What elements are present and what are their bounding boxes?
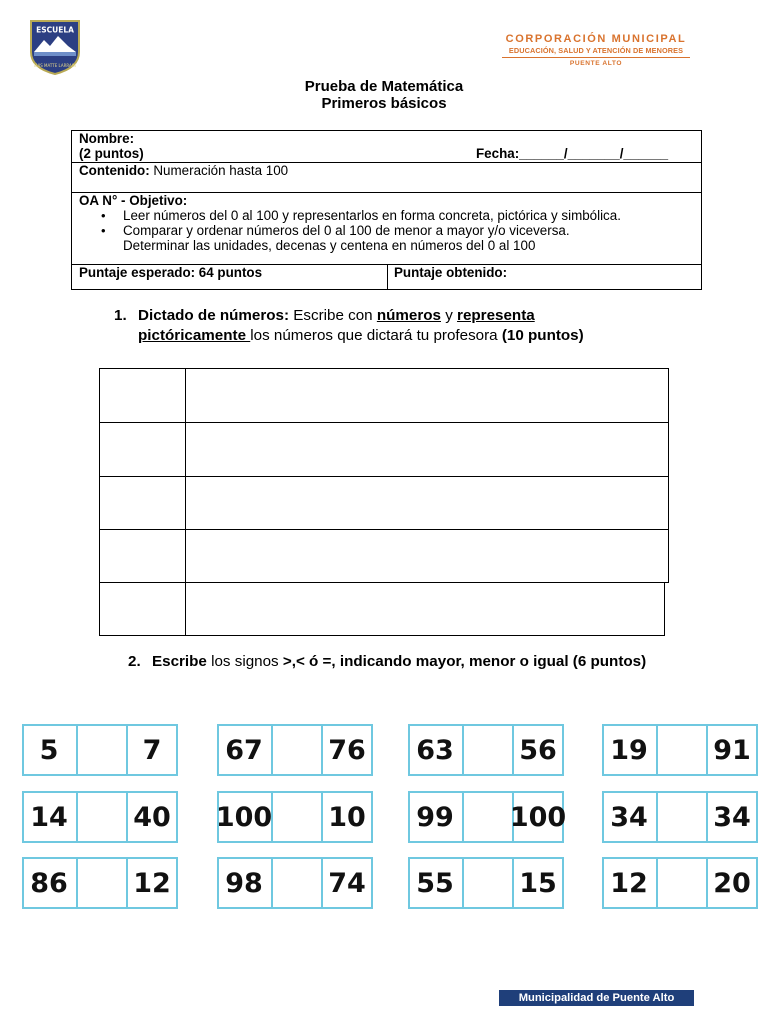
info-table: [71, 130, 702, 290]
objective-item: • Comparar y ordenar números del 0 al 100 de menor a mayor y/o viceversa.: [72, 223, 701, 238]
info-row-contenido: [72, 163, 701, 193]
nombre-label: Nombre:: [79, 131, 135, 146]
corporation-logo: [496, 33, 696, 67]
objective-item: Determinar las unidades, decenas y centena en números del 0 al 100: [123, 238, 536, 253]
comparison-right-number: 40: [133, 802, 171, 833]
puntaje-obtenido: Puntaje obtenido:: [394, 265, 508, 280]
comparison-left-number: 5: [39, 735, 59, 766]
comparison-sign-slot[interactable]: [464, 793, 512, 841]
school-logo: [28, 18, 82, 76]
comparison-right-number: 34: [713, 802, 751, 833]
comparison-right-number: 74: [328, 868, 366, 899]
contenido-label: Contenido:: [79, 163, 150, 178]
q1-pictoricamente: pictóricamente: [138, 327, 251, 344]
svg-text:LUIS MATTE LARRAIN: LUIS MATTE LARRAIN: [34, 63, 76, 68]
svg-text:ESCUELA: ESCUELA: [36, 25, 74, 35]
comparison-box: [602, 724, 758, 776]
comparison-right-number: 7: [142, 735, 162, 766]
comparison-sign-slot[interactable]: [273, 859, 321, 907]
comparison-right-number: 100: [509, 802, 567, 833]
comparison-sign-slot[interactable]: [273, 726, 321, 774]
q1-number: 1.: [114, 307, 127, 324]
puntaje-esperado: Puntaje esperado: 64 puntos: [79, 265, 263, 280]
fecha-label: Fecha:______/_______/______: [476, 146, 669, 161]
comparison-right-number: 20: [713, 868, 751, 899]
comparison-right-number: 15: [519, 868, 557, 899]
objectives-list: [72, 208, 701, 238]
comparison-left-number: 99: [416, 802, 454, 833]
comparison-box: [217, 724, 373, 776]
q1-numeros: números: [376, 307, 441, 324]
objective-item: • Leer números del 0 al 100 y representarlos en forma concreta, pictórica y simbólica.: [72, 208, 701, 223]
comparison-sign-slot[interactable]: [658, 793, 706, 841]
comparison-box: [408, 791, 567, 843]
comparison-sign-slot[interactable]: [658, 726, 706, 774]
puntos-label: (2 puntos): [79, 146, 144, 161]
q1-points: (10 puntos): [501, 327, 584, 344]
comparison-left-number: 19: [610, 735, 648, 766]
dictation-row[interactable]: [99, 582, 665, 636]
corp-line3: PUENTE ALTO: [569, 60, 623, 67]
comparison-box: [22, 857, 178, 909]
comparison-box: [217, 791, 373, 843]
info-row-name: [72, 131, 701, 163]
comparison-right-number: 10: [328, 802, 366, 833]
q2-intro: Escribe: [152, 653, 207, 670]
comparison-left-number: 67: [225, 735, 263, 766]
comparison-left-number: 34: [610, 802, 648, 833]
oa-label: OA N° - Objetivo:: [79, 193, 188, 208]
info-row-puntaje: [72, 265, 701, 290]
contenido-value: Numeración hasta 100: [153, 163, 289, 178]
comparison-sign-slot[interactable]: [78, 793, 126, 841]
comparison-box: [408, 857, 564, 909]
title-line1: Prueba de Matemática: [304, 78, 464, 95]
dictation-row[interactable]: [99, 422, 669, 477]
dictation-row[interactable]: [99, 529, 669, 583]
comparison-right-number: 56: [519, 735, 557, 766]
title-line2: Primeros básicos: [321, 95, 447, 112]
comparison-box: [22, 791, 178, 843]
comparison-right-number: 91: [713, 735, 751, 766]
q2-instruction: >,< ó =, indicando mayor, menor o igual (6 puntos): [282, 653, 647, 670]
q1-representa: representa: [457, 307, 535, 324]
comparison-box: [408, 724, 564, 776]
comparison-box: [22, 724, 178, 776]
info-row-objectives: [72, 193, 701, 265]
page-title: [0, 78, 768, 112]
comparison-left-number: 63: [416, 735, 454, 766]
comparison-right-number: 12: [133, 868, 171, 899]
corp-line2: EDUCACIÓN, SALUD Y ATENCIÓN DE MENORES: [508, 46, 684, 55]
comparison-left-number: 98: [225, 868, 263, 899]
dictation-row[interactable]: [99, 476, 669, 530]
comparison-sign-slot[interactable]: [273, 793, 321, 841]
comparison-sign-slot[interactable]: [658, 859, 706, 907]
comparison-box: [217, 857, 373, 909]
comparison-sign-slot[interactable]: [464, 859, 512, 907]
comparison-sign-slot[interactable]: [78, 859, 126, 907]
comparison-sign-slot[interactable]: [78, 726, 126, 774]
q2-number: 2.: [128, 653, 141, 670]
comparison-left-number: 12: [610, 868, 648, 899]
comparison-right-number: 76: [328, 735, 366, 766]
comparison-left-number: 14: [30, 802, 68, 833]
dictation-row[interactable]: [99, 368, 669, 423]
corp-line1: CORPORACIÓN MUNICIPAL: [505, 33, 687, 45]
comparison-box: [602, 857, 758, 909]
q1-intro: Dictado de números:: [138, 307, 290, 324]
comparison-left-number: 100: [215, 802, 273, 833]
comparison-left-number: 86: [30, 868, 68, 899]
comparison-left-number: 55: [416, 868, 454, 899]
comparison-sign-slot[interactable]: [464, 726, 512, 774]
footer-badge: Municipalidad de Puente Alto: [499, 990, 694, 1006]
comparison-box: [602, 791, 758, 843]
